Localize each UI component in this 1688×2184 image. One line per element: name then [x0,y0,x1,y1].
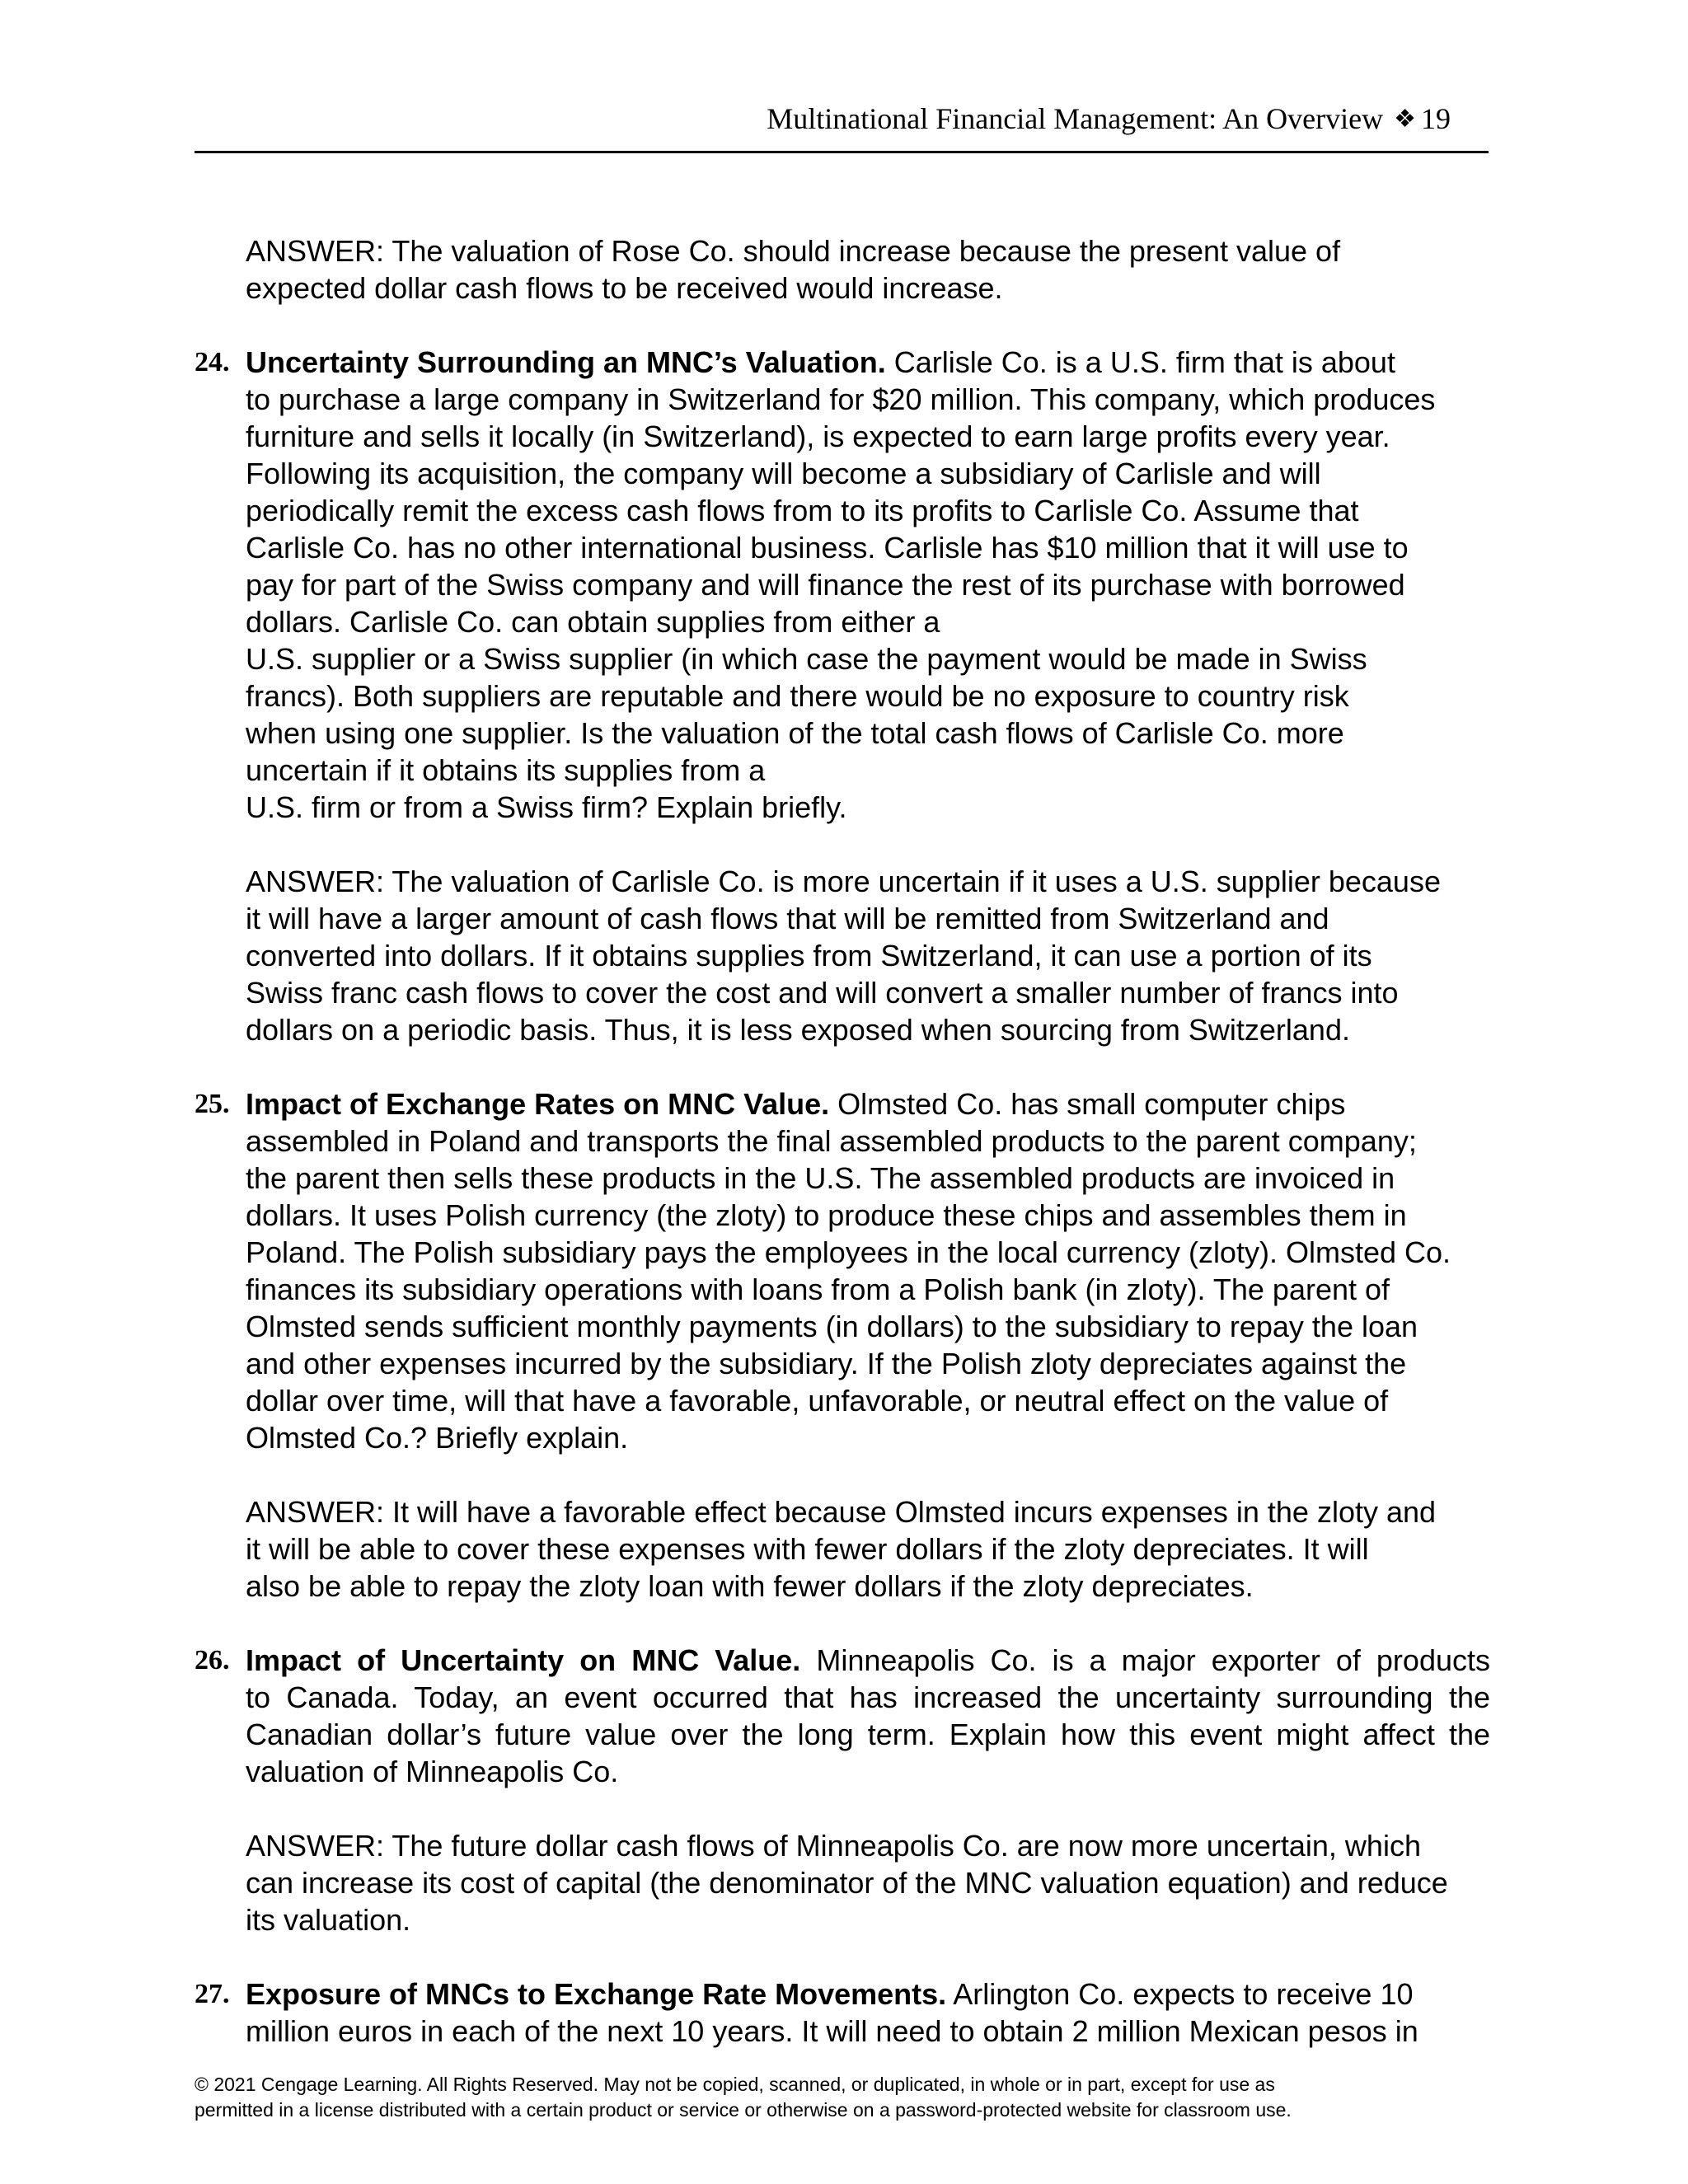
answer-line: Swiss franc cash flows to cover the cost and will convert a smaller number of francs into [246,976,1399,1010]
question-line: Poland. The Polish subsidiary pays the employees in the local currency (zloty). Olmsted Co. [246,1235,1451,1269]
question-line: Canadian dollar’s future value over the long term. Explain how this event might affect the [246,1718,1490,1751]
answer-line: it will be able to cover these expenses with fewer dollars if the zloty depreciates. It will [246,1532,1369,1566]
question-24 [195,344,1490,1048]
question-number: 25. [195,1089,230,1119]
question-line: finances its subsidiary operations with loans from a Polish bank (in zloty). The parent of [246,1272,1390,1306]
question-heading: Impact of Exchange Rates on MNC Value. [246,1087,830,1121]
paragraph-gap [246,1790,1490,1827]
question-27 [195,1975,1490,2050]
paragraph-gap [195,1048,1490,1085]
answer-line: converted into dollars. If it obtains supplies from Switzerland, it can use a portion of its [246,939,1372,972]
answer-line: ANSWER: The valuation of Carlisle Co. is more uncertain if it uses a U.S. supplier because [246,865,1441,898]
question-line: dollars. Carlisle Co. can obtain supplies from either a [246,605,940,639]
paragraph-gap [246,1456,1490,1493]
answer-line: ANSWER: The future dollar cash flows of Minneapolis Co. are now more uncertain, which [246,1829,1421,1863]
answer-line: it will have a larger amount of cash flows that will be remitted from Switzerland and [246,902,1329,935]
question-line: U.S. firm or from a Swiss firm? Explain briefly. [246,790,847,824]
question-line: dollars. It uses Polish currency (the zloty) to produce these chips and assembles them in [246,1198,1407,1232]
footer-line: © 2021 Cengage Learning. All Rights Reserved. May not be copied, scanned, or duplicated, in whole or in part, except for use as [195,2074,1275,2095]
question-line [246,1085,1490,1122]
running-header [767,101,1451,139]
answer-line: its valuation. [246,1903,411,1937]
answer-line: expected dollar cash flows to be received would increase. [246,271,1003,305]
question-line: uncertain if it obtains its supplies from a [246,753,766,787]
question-line: the parent then sells these products in the U.S. The assembled products are invoiced in [246,1161,1395,1195]
answer-line: dollars on a periodic basis. Thus, it is less exposed when sourcing from Switzerland. [246,1013,1350,1047]
question-line: Olmsted sends sufficient monthly payments (in dollars) to the subsidiary to repay the loan [246,1310,1418,1343]
question-line: Following its acquisition, the company will become a subsidiary of Carlisle and will [246,457,1321,490]
question-number: 26. [195,1645,230,1675]
answer-line: ANSWER: It will have a favorable effect because Olmsted incurs expenses in the zloty and [246,1495,1437,1529]
question-line [246,1642,1490,1679]
question-heading: Uncertainty Surrounding an MNC’s Valuation. [246,345,886,379]
question-number: 27. [195,1979,230,2009]
question-line: francs). Both suppliers are reputable and there would be no exposure to country risk [246,679,1349,713]
question-line: valuation of Minneapolis Co. [246,1755,619,1788]
page-body [195,232,1490,2050]
question-line: periodically remit the excess cash flows from to its profits to Carlisle Co. Assume that [246,494,1359,527]
question-line: and other expenses incurred by the subsidiary. If the Polish zloty depreciates against the [246,1347,1407,1380]
question-line: million euros in each of the next 10 years. It will need to obtain 2 million Mexican pesos in [246,2014,1418,2048]
question-heading: Exposure of MNCs to Exchange Rate Movements. [246,1977,947,2011]
answer-line: ANSWER: The valuation of Rose Co. should increase because the present value of [246,234,1341,268]
question-line: Carlisle Co. has no other international business. Carlisle has $10 million that it will use to [246,531,1409,565]
question-text: Minneapolis Co. is a major exporter of products [800,1643,1490,1677]
question-line [246,1975,1490,2013]
page-number: 19 [1421,102,1451,135]
question-text: Carlisle Co. is a U.S. firm that is about [885,345,1395,379]
question-line: assembled in Poland and transports the final assembled products to the parent company; [246,1124,1417,1158]
paragraph-gap [195,1938,1490,1975]
question-25 [195,1085,1490,1605]
question-line: dollar over time, will that have a favorable, unfavorable, or neutral effect on the value of [246,1384,1389,1418]
answer-line: can increase its cost of capital (the denominator of the MNC valuation equation) and reduce [246,1866,1448,1900]
paragraph-gap [246,826,1490,863]
question-line: U.S. supplier or a Swiss supplier (in which case the payment would be made in Swiss [246,642,1367,676]
question-line: pay for part of the Swiss company and will finance the rest of its purchase with borrowed [246,568,1405,602]
question-line: when using one supplier. Is the valuation of the total cash flows of Carlisle Co. more [246,716,1344,750]
question-line: to Canada. Today, an event occurred that has increased the uncertainty surrounding the [246,1680,1490,1714]
question-line: furniture and sells it locally (in Switzerland), is expected to earn large profits every year. [246,419,1390,453]
answer-line: also be able to repay the zloty loan with fewer dollars if the zloty depreciates. [246,1569,1254,1603]
header-title: Multinational Financial Management: An Overview [767,102,1384,135]
copyright-footer [195,2072,1505,2123]
question-text: Olmsted Co. has small computer chips [829,1087,1346,1121]
question-line [246,344,1490,381]
footer-line: permitted in a license distributed with a certain product or service or otherwise on a password-protected website for classroom use. [195,2099,1292,2121]
question-heading: Impact of Uncertainty on MNC Value. [246,1643,801,1677]
question-line: to purchase a large company in Switzerland for $20 million. This company, which produces [246,382,1436,416]
question-number: 24. [195,347,230,377]
paragraph-gap [195,307,1490,344]
question-line: Olmsted Co.? Briefly explain. [246,1421,629,1455]
question-26 [195,1642,1490,1938]
paragraph-gap [195,1605,1490,1642]
diamond-icon: ❖ [1394,105,1416,133]
intro-answer [195,232,1490,307]
question-text: Arlington Co. expects to receive 10 [946,1977,1414,2011]
header-rule [195,151,1489,153]
